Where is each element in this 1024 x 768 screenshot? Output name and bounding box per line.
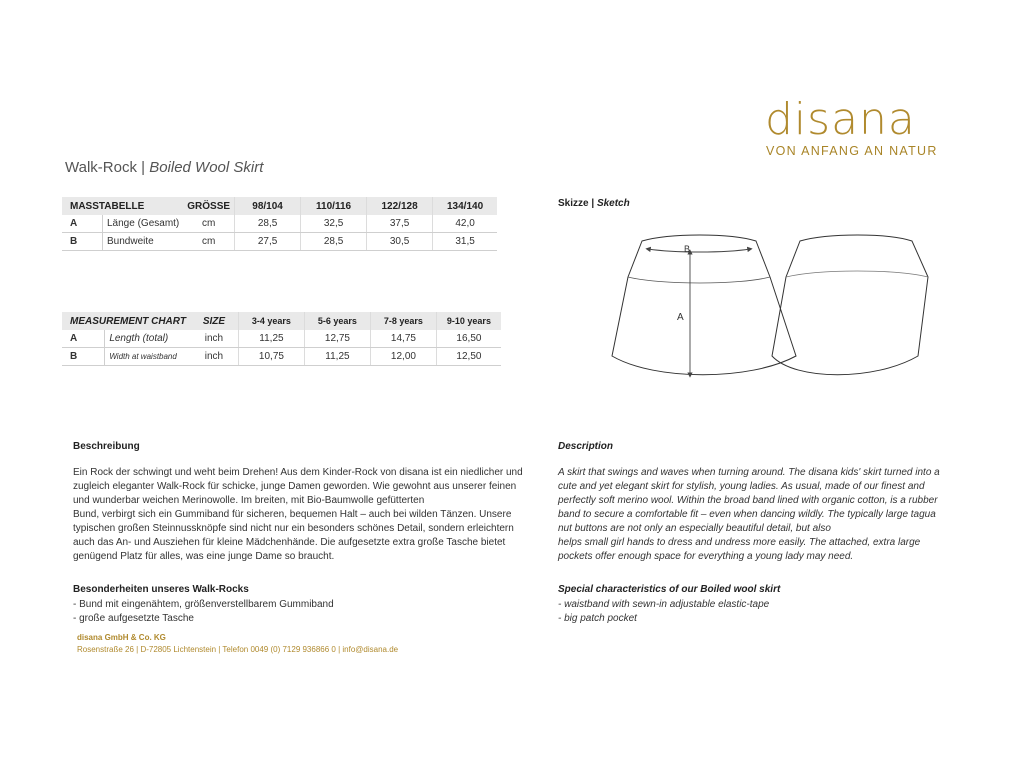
description-line: band to secure a comfortable fit – even when dancing wildly. The typically large tagua: [558, 509, 936, 520]
table-cell: 14,75: [370, 330, 436, 348]
table-cell: 30,5: [367, 233, 433, 251]
table-cell: Länge (Gesamt): [103, 215, 184, 233]
table-cell: cm: [183, 233, 234, 251]
description-line: cute and yet elegant skirt for stylish, young ladies. As usual, made of our finest and: [558, 481, 925, 492]
table-row: [62, 348, 501, 366]
label-b: B: [684, 244, 691, 254]
table-header-cell: GRÖSSE: [183, 197, 234, 215]
special-heading-english: Special characteristics of our Boiled wool skirt: [558, 584, 781, 595]
description-line: nut buttons are not only an especially beautiful detail, but also: [558, 523, 831, 534]
description-line: A skirt that swings and waves when turning around. The disana kids' skirt turned into a: [558, 467, 940, 478]
description-line: auch das An- und Ausziehen für kleine Mädchenhände. Die aufgesetzte extra große Tasche bietet: [73, 537, 506, 548]
table-header-cell: 9-10 years: [436, 312, 501, 330]
sketch-title-english: Sketch: [596, 198, 630, 209]
size-chart-german: [62, 197, 497, 251]
description-line: Bund, verbirgt sich ein Gummiband für sicheren, bequemen Halt – auch bei wilden Tänzen. Unsere: [73, 509, 512, 520]
table-header-row: [62, 312, 501, 330]
table-cell: 11,25: [238, 330, 304, 348]
table-header-cell: 3-4 years: [238, 312, 304, 330]
table-row: [62, 215, 497, 233]
table-header-cell: 98/104: [235, 197, 301, 215]
table-cell: inch: [190, 348, 239, 366]
description-line: pockets offer enough space for everything a young lady may need.: [558, 551, 854, 562]
skirt-front-drawing: [612, 235, 796, 375]
table-cell: Width at waistband: [105, 348, 190, 366]
document-title: [65, 159, 263, 176]
list-item: - Bund mit eingenähtem, größenverstellbarem Gummiband: [73, 599, 334, 610]
table-cell: 31,5: [433, 233, 498, 251]
special-list-english: [558, 598, 769, 626]
logo-tagline: VON ANFANG AN NATUR: [766, 144, 938, 158]
table-header-cell: 5-6 years: [304, 312, 370, 330]
table-cell: Length (total): [105, 330, 190, 348]
sketch-title-german: Skizze |: [558, 198, 597, 209]
description-line: Ein Rock der schwingt und weht beim Drehen! Aus dem Kinder-Rock von disana ist ein niedlicher und: [73, 467, 523, 478]
table-header-cell: MEASUREMENT CHART: [62, 312, 190, 330]
table-cell: A: [62, 215, 103, 233]
table-cell: B: [62, 348, 105, 366]
table-cell: 12,50: [436, 348, 501, 366]
table-cell: 27,5: [235, 233, 301, 251]
description-line: perfectly soft merino wool. Within the broad band lined with organic cotton, is a rubber: [558, 495, 938, 506]
table-cell: 28,5: [235, 215, 301, 233]
table-cell: inch: [190, 330, 239, 348]
list-item: - große aufgesetzte Tasche: [73, 613, 194, 624]
label-a: A: [677, 312, 684, 323]
table-cell: 28,5: [301, 233, 367, 251]
title-english: Boiled Wool Skirt: [149, 159, 264, 176]
table-row: [62, 330, 501, 348]
skirt-sketch: [600, 225, 930, 385]
list-item: - waistband with sewn-in adjustable elastic-tape: [558, 599, 770, 610]
description-line: zugleich eleganter Walk-Rock für schicke, junge Damen geworden. Wie gewohnt aus unserer feinen: [73, 481, 517, 492]
table-cell: 12,75: [304, 330, 370, 348]
table-cell: 12,00: [370, 348, 436, 366]
table-header-cell: 122/128: [367, 197, 433, 215]
table-cell: Bundweite: [103, 233, 184, 251]
description-heading-english: Description: [558, 441, 614, 452]
title-german: Walk-Rock |: [65, 159, 150, 176]
description-line: typischen großen Steinnussknöpfe sind nicht nur ein besonders schönes Detail, sondern erleichtern: [73, 523, 514, 534]
table-header-cell: SIZE: [190, 312, 239, 330]
logo-wordmark: disana: [765, 94, 916, 145]
table-cell: A: [62, 330, 105, 348]
table-cell: 11,25: [304, 348, 370, 366]
special-list-german: [73, 598, 334, 626]
table-header-row: [62, 197, 497, 215]
table-cell: 16,50: [436, 330, 501, 348]
footer-address: Rosenstraße 26 | D-72805 Lichtenstein | Telefon 0049 (0) 7129 936866 0 | info@disana.de: [77, 645, 399, 654]
description-text-german: [73, 466, 543, 564]
table-row: [62, 233, 497, 251]
footer-company: disana GmbH & Co. KG: [77, 633, 166, 642]
description-line: genügend Platz für alles, was eine junge Dame so braucht.: [73, 551, 335, 562]
table-header-cell: 7-8 years: [370, 312, 436, 330]
description-text-english: [558, 466, 1024, 564]
table-header-cell: 110/116: [301, 197, 367, 215]
size-chart-english: [62, 312, 501, 366]
sketch-title: [558, 198, 630, 209]
list-item: - big patch pocket: [558, 613, 637, 624]
table-cell: 42,0: [433, 215, 498, 233]
special-heading-german: Besonderheiten unseres Walk-Rocks: [73, 584, 249, 595]
table-cell: 10,75: [238, 348, 304, 366]
table-cell: B: [62, 233, 103, 251]
description-line: helps small girl hands to dress and undress more easily. The attached, extra large: [558, 537, 921, 548]
table-header-cell: 134/140: [433, 197, 498, 215]
table-cell: 32,5: [301, 215, 367, 233]
description-line: und wunderbar weichen Merinowolle. Im breiten, mit Bio-Baumwolle gefütterten: [73, 495, 425, 506]
description-heading-german: Beschreibung: [73, 441, 140, 452]
table-cell: 37,5: [367, 215, 433, 233]
table-header-cell: MASSTABELLE: [62, 197, 183, 215]
table-cell: cm: [183, 215, 234, 233]
